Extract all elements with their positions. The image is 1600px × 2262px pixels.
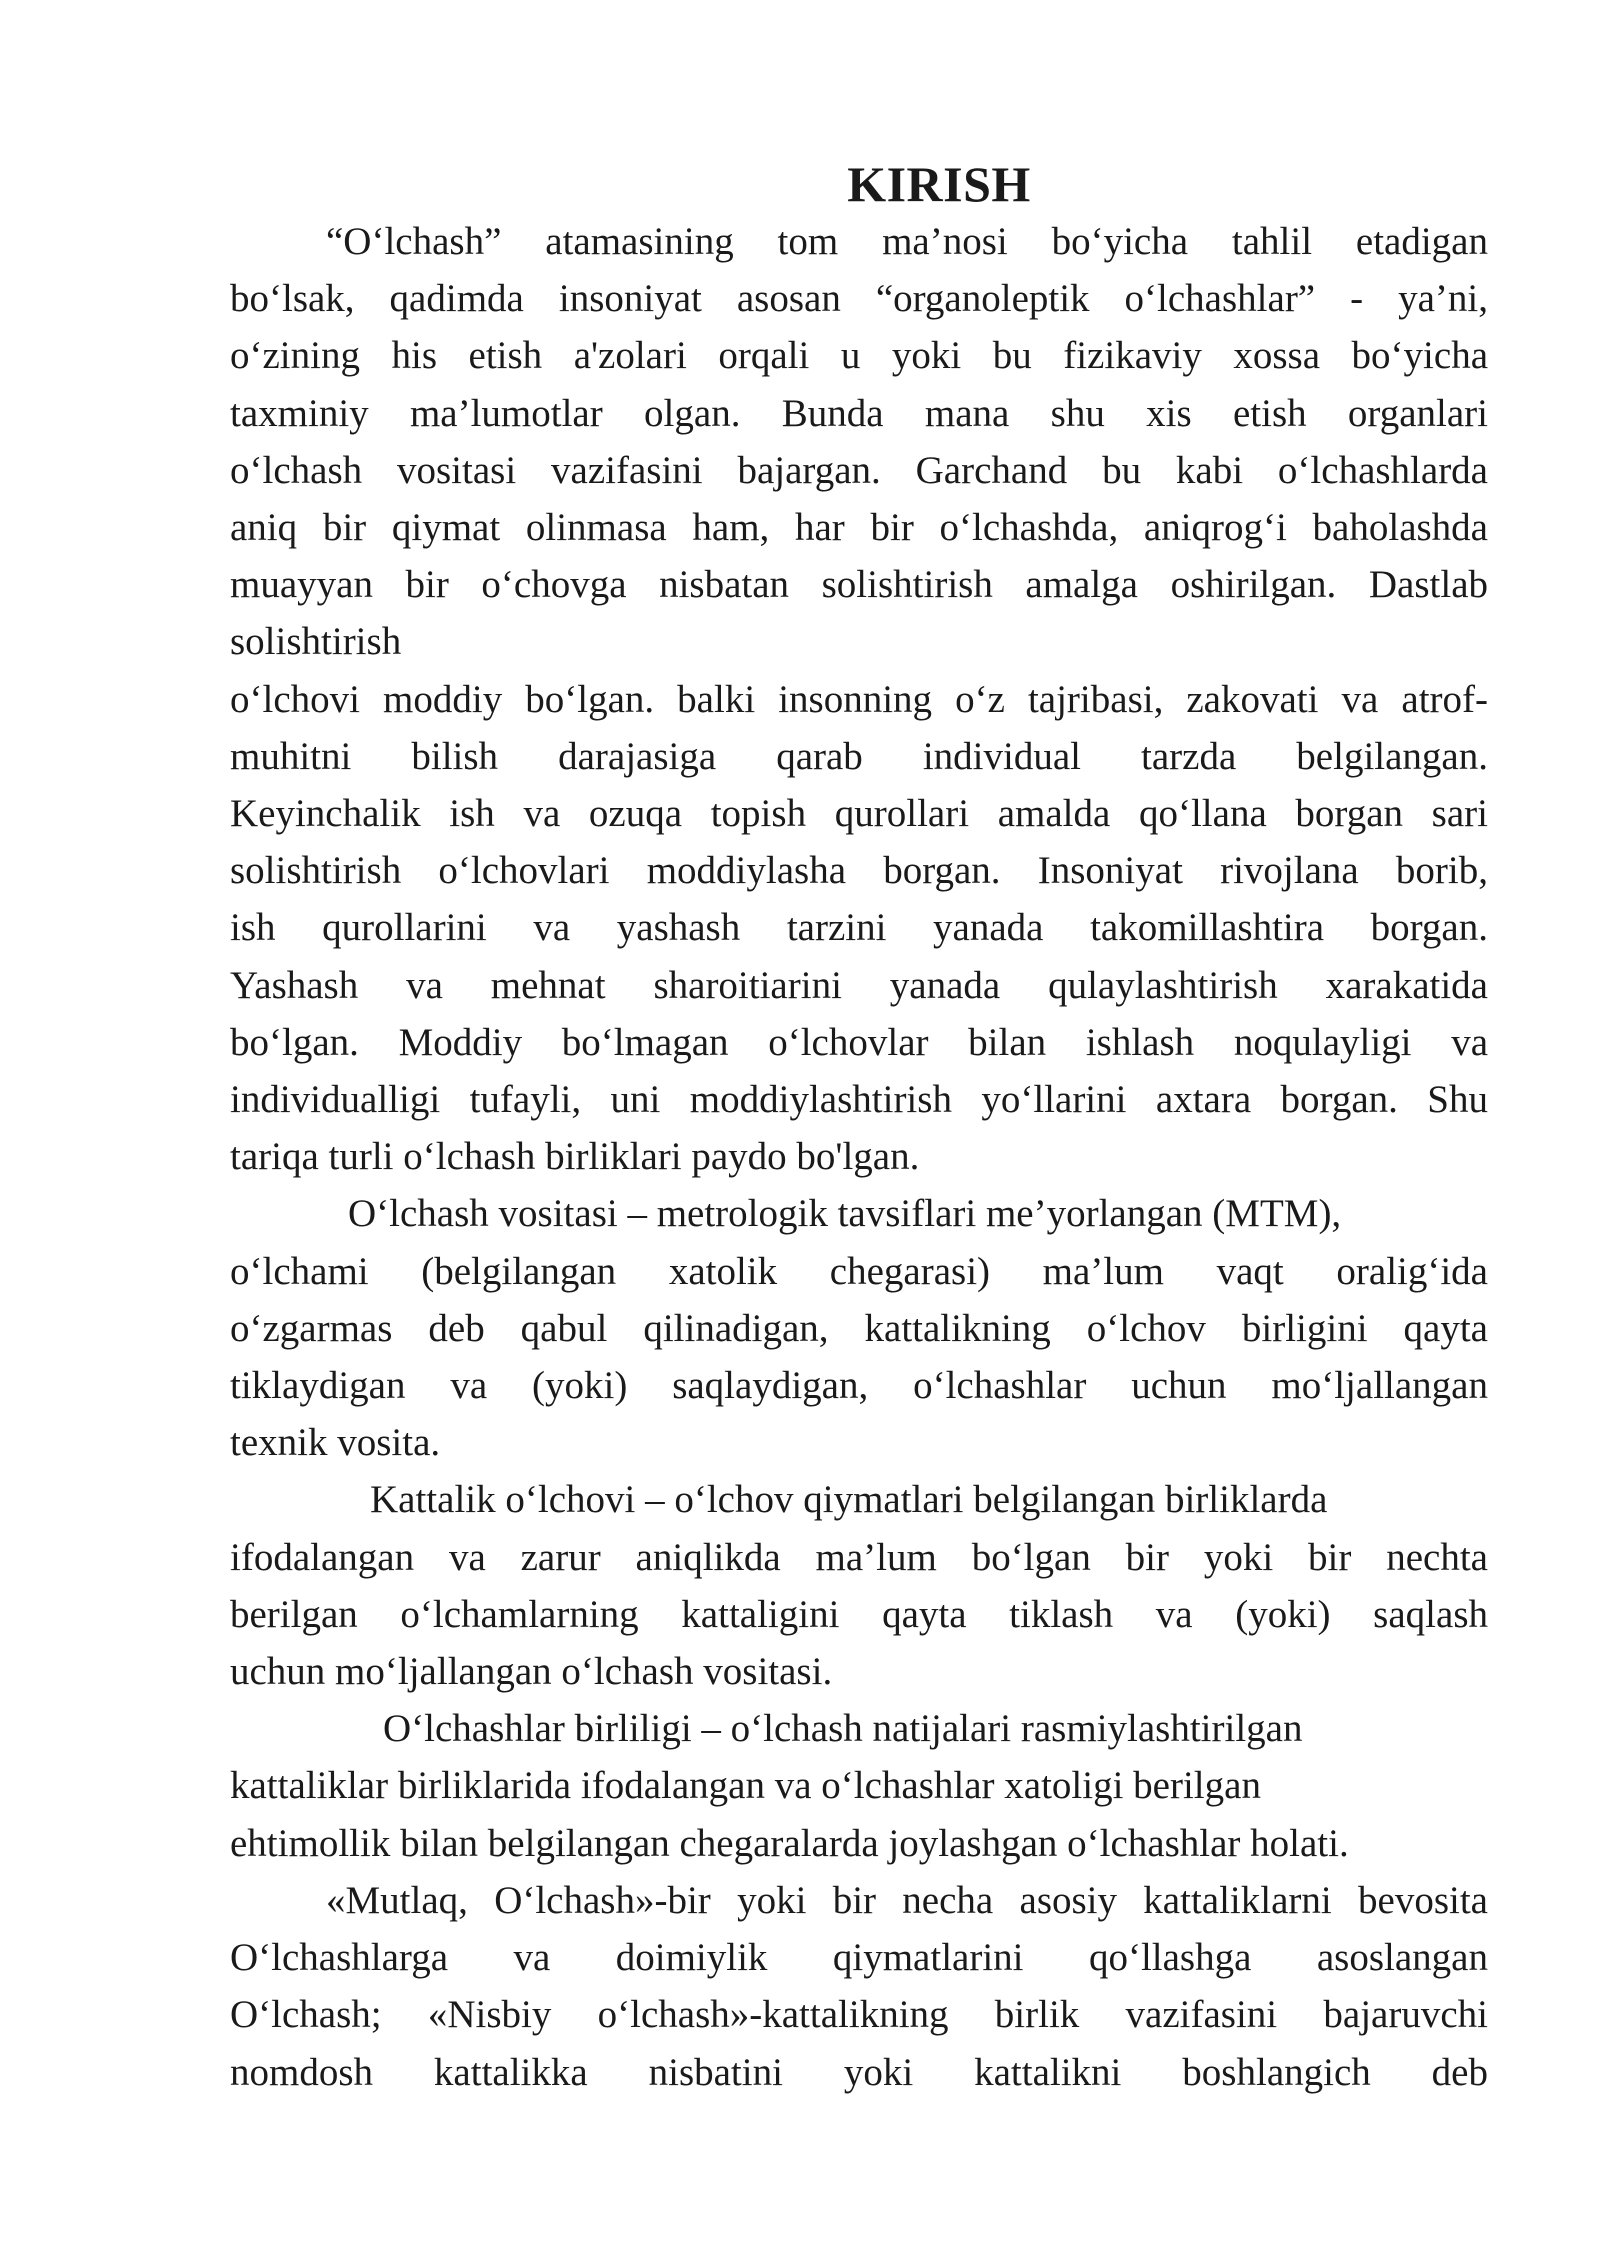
text-line: O‘lchash; «Nisbiy o‘lchash»-kattalikning birlik vazifasini bajaruvchi <box>230 1993 1488 2037</box>
text-line: muayyan bir o‘chovga nisbatan solishtirish amalga oshirilgan. Dastlab <box>230 563 1488 607</box>
text-line: berilgan o‘lchamlarning kattaligini qayta tiklash va (yoki) saqlash <box>230 1592 1488 1636</box>
text-line: aniq bir qiymat olinmasa ham, har bir o‘lchashda, aniqrog‘i baholashda <box>230 506 1488 550</box>
text-line: o‘lchash vositasi vazifasini bajargan. Garchand bu kabi o‘lchashlarda <box>230 448 1488 492</box>
text-line: O‘lchash vositasi – metrologik tavsiflari me’yorlangan (MTM), <box>348 1192 1342 1236</box>
text-line: muhitni bilish darajasiga qarab individual tarzda belgilangan. <box>230 734 1488 778</box>
paragraph <box>230 1872 1488 2101</box>
text-line: bo‘lgan. Moddiy bo‘lmagan o‘lchovlar bilan ishlash noqulayligi va <box>230 1020 1488 1064</box>
text-line: o‘zining his etish a'zolari orqali u yoki bu fizikaviy xossa bo‘yicha <box>230 334 1488 378</box>
text-line: O‘lchashlar birliligi – o‘lchash natijalari rasmiylashtirilgan <box>383 1707 1303 1751</box>
text-line: o‘lchami (belgilangan xatolik chegarasi) ma’lum vaqt oralig‘ida <box>230 1249 1488 1293</box>
text-line: texnik vosita. <box>230 1421 441 1465</box>
text-line: o‘lchovi moddiy bo‘lgan. balki insonning o‘z tajribasi, zakovati va atrof- <box>230 677 1488 721</box>
paragraph <box>230 213 1488 1185</box>
text-line: ehtimollik bilan belgilangan chegaralarda joylashgan o‘lchashlar holati. <box>230 1821 1349 1865</box>
text-line: bo‘lsak, qadimda insoniyat asosan “organoleptik o‘lchashlar” - ya’ni, <box>230 277 1488 321</box>
paragraph <box>230 1185 1488 1471</box>
page-title: KIRISH <box>847 156 1031 212</box>
text-line: nomdosh kattalikka nisbatini yoki kattalikni boshlangich deb <box>230 2050 1488 2094</box>
text-line: Yashash va mehnat sharoitiarini yanada qulaylashtirish xarakatida <box>230 963 1488 1007</box>
body-text <box>230 213 1488 2101</box>
text-line: “O‘lchash” atamasining tom ma’nosi bo‘yicha tahlil etadigan <box>326 220 1488 263</box>
text-line: o‘zgarmas deb qabul qilinadigan, kattalikning o‘lchov birligini qayta <box>230 1306 1488 1350</box>
text-line: solishtirish o‘lchovlari moddiylasha borgan. Insoniyat rivojlana borib, <box>230 849 1488 893</box>
text-line: uchun mo‘ljallangan o‘lchash vositasi. <box>230 1650 833 1694</box>
paragraph <box>230 1700 1488 1872</box>
text-line: individualligi tufayli, uni moddiylashtirish yo‘llarini axtara borgan. Shu <box>230 1078 1488 1122</box>
text-line: «Mutlaq, O‘lchash»-bir yoki bir necha asosiy kattaliklarni bevosita <box>326 1878 1488 1922</box>
text-line: O‘lchashlarga va doimiylik qiymatlarini qo‘llashga asoslangan <box>230 1936 1488 1980</box>
text-line: kattaliklar birliklarida ifodalangan va o‘lchashlar xatoligi berilgan <box>230 1764 1261 1808</box>
page-content <box>230 155 1488 2101</box>
text-line: tiklaydigan va (yoki) saqlaydigan, o‘lchashlar uchun mo‘ljallangan <box>230 1364 1488 1408</box>
text-line: ifodalangan va zarur aniqlikda ma’lum bo‘lgan bir yoki bir nechta <box>230 1535 1488 1579</box>
text-line: ish qurollarini va yashash tarzini yanada takomillashtira borgan. <box>230 906 1488 950</box>
text-line: Kattalik o‘lchovi – o‘lchov qiymatlari belgilangan birliklarda <box>370 1478 1328 1522</box>
text-line: Keyinchalik ish va ozuqa topish qurollari amalda qo‘llana borgan sari <box>230 792 1488 836</box>
text-line: tariqa turli o‘lchash birliklari paydo bo'lgan. <box>230 1135 920 1179</box>
text-line: solishtirish <box>230 620 402 664</box>
paragraph <box>230 1471 1488 1700</box>
text-line: taxminiy ma’lumotlar olgan. Bunda mana shu xis etish organlari <box>230 391 1488 435</box>
